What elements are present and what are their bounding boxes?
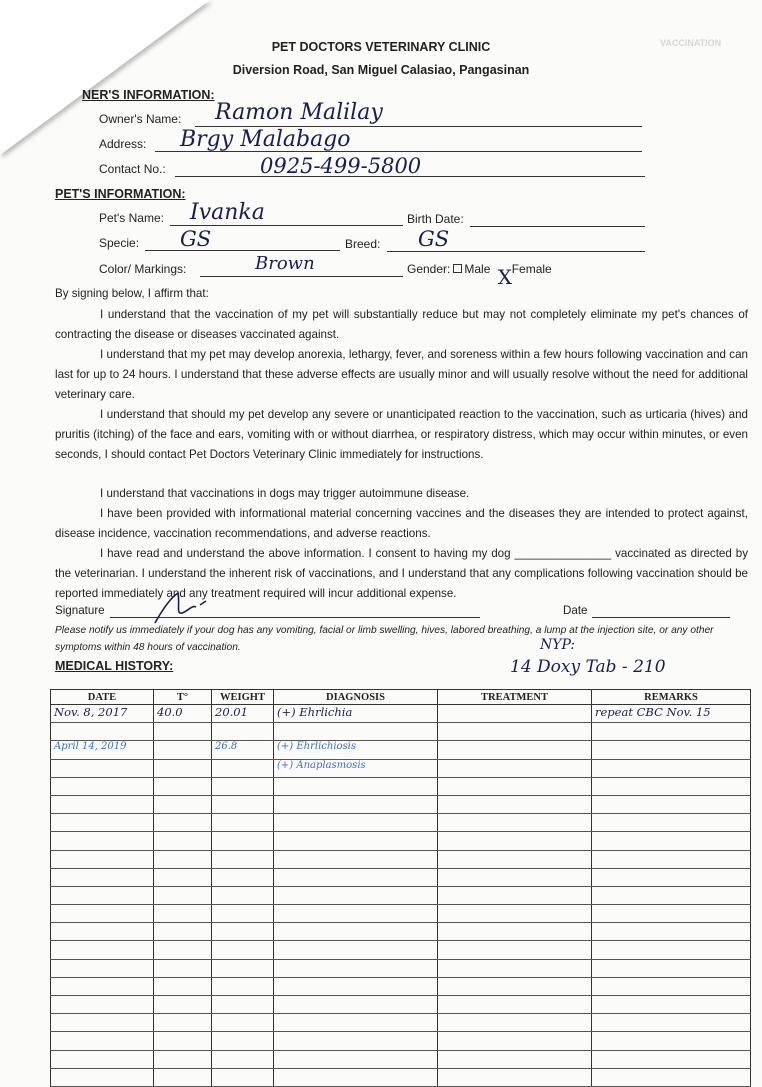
cell-temp[interactable] [154,1014,212,1032]
cell-weight[interactable] [212,832,274,850]
cell-remarks[interactable] [592,741,751,759]
consent-paragraph-3: I understand that should my pet develop any severe or unanticipated reaction to the vaccination, such as urticaria (hives) and pruritis (itching) of the face and ears, vomiting with or without diarrhea, or respiratory distress, which may occur within minutes, or even seconds, I should contact Pet Doctors Veterinary Clinic immediately for instructions. [55,408,748,461]
cell-weight[interactable] [212,886,274,904]
cell-treatment[interactable] [438,1050,592,1068]
cell-temp[interactable] [154,1050,212,1068]
cell-date[interactable] [51,832,154,850]
cell-diagnosis[interactable] [274,741,438,759]
cell-weight[interactable] [212,941,274,959]
cell-date[interactable] [51,977,154,995]
cell-weight[interactable] [212,996,274,1014]
gender-label: Gender: [407,262,451,276]
cell-date[interactable] [51,1014,154,1032]
medical-history-table [50,689,751,1087]
cell-diagnosis[interactable] [274,941,438,959]
cell-remarks[interactable] [592,723,751,741]
cell-diagnosis[interactable] [274,759,438,777]
contact-label: Contact No.: [99,162,166,176]
header-treatment: TREATMENT [438,690,592,705]
specie-value[interactable]: GS [180,227,212,251]
cell-date[interactable] [51,959,154,977]
cell-treatment[interactable] [438,850,592,868]
cell-diagnosis[interactable] [274,795,438,813]
cell-temp[interactable] [154,941,212,959]
cell-diagnosis[interactable] [274,1050,438,1068]
side-note-nyp: NYP: [540,637,576,653]
cell-date[interactable] [51,905,154,923]
cell-temp[interactable] [154,959,212,977]
consent-paragraph-1: I understand that the vaccination of my pet will substantially reduce but may not completely eliminate my pet's chances of contracting the disease or diseases vaccinated against. [55,308,748,341]
cell-temp[interactable] [154,905,212,923]
consent-paragraph-2: I understand that my pet may develop anorexia, lethargy, fever, and soreness within a few hours following vaccination and can last for up to 24 hours. I understand that these adverse effects are usually minor and will usually resolve without the need for additional veterinary care. [55,348,748,401]
cell-temp[interactable] [154,832,212,850]
table-row [51,795,751,813]
cell-diagnosis[interactable] [274,850,438,868]
cell-treatment[interactable] [438,1068,592,1086]
pet-section-title: PET'S INFORMATION: [55,187,186,201]
cell-remarks[interactable] [592,941,751,959]
cell-diagnosis[interactable] [274,977,438,995]
cell-diagnosis[interactable] [274,868,438,886]
cell-remarks[interactable] [592,759,751,777]
cell-date[interactable] [51,759,154,777]
cell-weight[interactable] [212,741,274,759]
cell-temp[interactable] [154,977,212,995]
breed-label: Breed: [345,237,381,251]
table-row [51,1050,751,1068]
cell-weight[interactable] [212,814,274,832]
medical-section-title: MEDICAL HISTORY: [55,659,174,673]
cell-treatment[interactable] [438,959,592,977]
gender-field [407,262,552,289]
cell-temp[interactable] [154,705,212,723]
header-remarks: REMARKS [592,690,751,705]
cell-date[interactable] [51,941,154,959]
header-date: DATE [51,690,154,705]
cell-remarks[interactable] [592,886,751,904]
cell-date[interactable] [51,814,154,832]
cell-weight[interactable] [212,705,274,723]
cell-treatment[interactable] [438,723,592,741]
cell-temp[interactable] [154,886,212,904]
table-header-row [51,690,751,705]
cell-diagnosis[interactable] [274,814,438,832]
cell-treatment[interactable] [438,977,592,995]
cell-temp[interactable] [154,759,212,777]
consent-intro: By signing below, I affirm that: [55,287,209,300]
owner-section-title: NER'S INFORMATION: [82,88,215,102]
cell-diagnosis[interactable] [274,905,438,923]
pet-name-label: Pet's Name: [99,211,164,225]
address-value[interactable]: Brgy Malabago [180,127,351,152]
cell-weight[interactable] [212,850,274,868]
cell-temp[interactable] [154,723,212,741]
side-note-doxy: 14 Doxy Tab - 210 [510,657,666,677]
color-value[interactable]: Brown [255,253,315,274]
cell-date[interactable] [51,996,154,1014]
cell-remarks[interactable] [592,1014,751,1032]
cell-weight[interactable] [212,977,274,995]
cell-date[interactable] [51,1032,154,1050]
cell-date[interactable] [51,705,154,723]
cell-remarks[interactable] [592,959,751,977]
cell-weight[interactable] [212,795,274,813]
cell-temp[interactable] [154,1032,212,1050]
cell-weight[interactable] [212,1068,274,1086]
birth-date-label: Birth Date: [407,212,464,226]
cell-date[interactable] [51,1050,154,1068]
cell-diagnosis[interactable] [274,723,438,741]
date-value: Nov. 8, 2017 [54,705,128,719]
table-row [51,723,751,741]
cell-temp[interactable] [154,777,212,795]
specie-line [145,250,340,251]
consent-paragraph-4: I understand that vaccinations in dogs may trigger autoimmune disease. [100,487,470,500]
male-label: Male [464,262,491,276]
cell-diagnosis[interactable] [274,1032,438,1050]
cell-date[interactable] [51,923,154,941]
cell-weight[interactable] [212,923,274,941]
cell-date[interactable] [51,741,154,759]
remarks-value: repeat CBC Nov. 15 [595,705,711,719]
cell-temp[interactable] [154,1068,212,1086]
breed-line [387,251,645,252]
table-row [51,868,751,886]
owner-name-label: Owner's Name: [99,112,182,126]
cell-remarks[interactable] [592,777,751,795]
consent-paragraph-5: I have been provided with informational material concerning vaccines and the diseases they are intended to protect against, disease incidence, vaccination recommendations, and adverse reactions. [55,507,748,540]
cell-diagnosis[interactable] [274,777,438,795]
cell-treatment[interactable] [438,905,592,923]
cell-treatment[interactable] [438,941,592,959]
table-row [51,777,751,795]
pet-name-line [170,225,403,226]
cell-diagnosis[interactable] [274,705,438,723]
diagnosis-value: (+) Ehrlichiosis [277,741,356,753]
cell-weight[interactable] [212,1014,274,1032]
cell-treatment[interactable] [438,923,592,941]
header-weight: WEIGHT [212,690,274,705]
consent-paragraph-6: I have read and understand the above information. I consent to having my dog _______________ vaccinated as directed by the veterinarian. I understand the inherent risk of vaccinations, and I understand that any complications following vaccination should be reported immediately and any treatment required will incur additional expense. [55,547,748,600]
cell-temp[interactable] [154,795,212,813]
cell-treatment[interactable] [438,814,592,832]
cell-temp[interactable] [154,741,212,759]
color-line [200,276,403,277]
table-row [51,705,751,723]
table-row [51,941,751,959]
cell-diagnosis[interactable] [274,1068,438,1086]
cell-temp[interactable] [154,814,212,832]
cell-remarks[interactable] [592,905,751,923]
cell-remarks[interactable] [592,1050,751,1068]
cell-remarks[interactable] [592,923,751,941]
weight-value: 20.01 [215,705,248,719]
table-row [51,886,751,904]
cell-treatment[interactable] [438,705,592,723]
cell-temp[interactable] [154,996,212,1014]
cell-weight[interactable] [212,1032,274,1050]
cell-treatment[interactable] [438,996,592,1014]
cell-temp[interactable] [154,923,212,941]
cell-treatment[interactable] [438,832,592,850]
cell-date[interactable] [51,723,154,741]
male-checkbox[interactable] [453,264,462,273]
cell-remarks[interactable] [592,832,751,850]
table-row [51,977,751,995]
cell-diagnosis[interactable] [274,959,438,977]
table-row [51,996,751,1014]
female-label: Female [511,262,552,276]
table-row [51,814,751,832]
cell-weight[interactable] [212,1050,274,1068]
table-row [51,1032,751,1050]
show-through-text: VACCINATION [660,38,722,48]
cell-weight[interactable] [212,723,274,741]
diagnosis-value: (+) Ehrlichia [277,705,353,719]
cell-treatment[interactable] [438,741,592,759]
cell-remarks[interactable] [592,814,751,832]
notice-text: Please notify us immediately if your dog has any vomiting, facial or limb swelling, hives, labored breathing, a lump at the injection site, or any other symptoms within 48 hours of vaccination. [55,625,714,653]
contact-value[interactable]: 0925-499-5800 [260,154,422,178]
table-row [51,923,751,941]
cell-treatment[interactable] [438,759,592,777]
clinic-address: Diversion Road, San Miguel Calasiao, Pangasinan [232,63,530,77]
cell-temp[interactable] [154,868,212,886]
table-row [51,1068,751,1086]
color-label: Color/ Markings: [99,262,187,276]
clinic-name: PET DOCTORS VETERINARY CLINIC [271,40,491,54]
cell-date[interactable] [51,777,154,795]
cell-treatment[interactable] [438,1032,592,1050]
date-line [592,617,730,618]
breed-value[interactable]: GS [418,227,450,251]
cell-date[interactable] [51,868,154,886]
header-temp: T° [154,690,212,705]
cell-diagnosis[interactable] [274,996,438,1014]
cell-diagnosis[interactable] [274,923,438,941]
temp-value: 40.0 [157,705,183,719]
address-label: Address: [99,137,147,151]
owner-name-value[interactable]: Ramon Malilay [215,100,383,125]
cell-date[interactable] [51,850,154,868]
table-row [51,832,751,850]
birth-date-line [470,226,645,227]
female-check-mark: X [497,265,512,289]
cell-remarks[interactable] [592,1068,751,1086]
cell-treatment[interactable] [438,886,592,904]
cell-weight[interactable] [212,777,274,795]
cell-remarks[interactable] [592,1032,751,1050]
weight-value: 26.8 [215,741,238,753]
cell-remarks[interactable] [592,977,751,995]
cell-weight[interactable] [212,868,274,886]
header-diagnosis: DIAGNOSIS [274,690,438,705]
table-row [51,850,751,868]
table-row [51,1014,751,1032]
cell-temp[interactable] [154,850,212,868]
cell-weight[interactable] [212,959,274,977]
cell-remarks[interactable] [592,850,751,868]
cell-date[interactable] [51,795,154,813]
date-value: April 14, 2019 [54,741,127,753]
cell-date[interactable] [51,886,154,904]
cell-diagnosis[interactable] [274,886,438,904]
cell-remarks[interactable] [592,795,751,813]
cell-treatment[interactable] [438,1014,592,1032]
cell-remarks[interactable] [592,868,751,886]
diagnosis-value: (+) Anaplasmosis [277,759,366,771]
pet-name-value[interactable]: Ivanka [190,200,265,225]
cell-weight[interactable] [212,905,274,923]
table-row [51,959,751,977]
table-row [51,905,751,923]
cell-diagnosis[interactable] [274,1014,438,1032]
folded-corner [0,0,210,155]
cell-remarks[interactable] [592,705,751,723]
table-row [51,741,751,759]
specie-label: Specie: [99,236,140,250]
cell-date[interactable] [51,1068,154,1086]
cell-treatment[interactable] [438,868,592,886]
date-label: Date [563,604,588,617]
cell-treatment[interactable] [438,777,592,795]
signature-label: Signature [55,604,105,617]
table-row [51,759,751,777]
cell-weight[interactable] [212,759,274,777]
cell-treatment[interactable] [438,795,592,813]
cell-diagnosis[interactable] [274,832,438,850]
cell-remarks[interactable] [592,996,751,1014]
